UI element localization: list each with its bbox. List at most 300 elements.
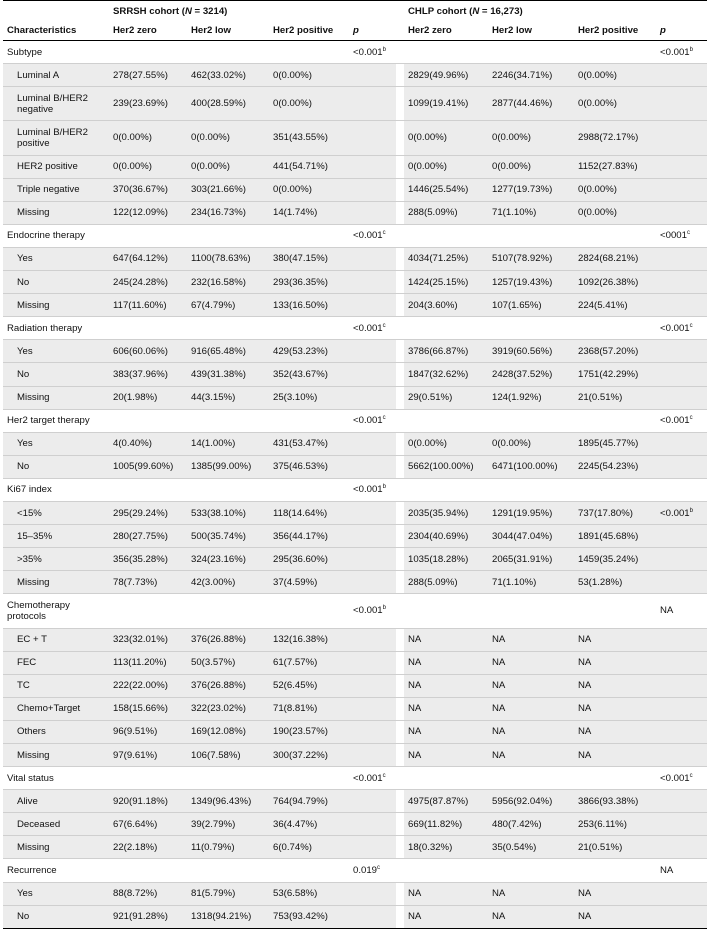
gap-cell bbox=[396, 651, 404, 674]
table-row bbox=[3, 432, 707, 455]
srrsh-cohort-header: SRRSH cohort (N = 3214) bbox=[109, 1, 396, 22]
chlp-her2-positive-value: 1459(35.24%) bbox=[574, 548, 656, 571]
baseline-characteristics-table bbox=[3, 0, 707, 929]
table-row bbox=[3, 178, 707, 201]
table-row bbox=[3, 455, 707, 478]
table-row bbox=[3, 247, 707, 270]
chlp-her2-positive-value: NA bbox=[574, 720, 656, 743]
empty-cell bbox=[656, 790, 707, 813]
chlp-p-value: NA bbox=[656, 594, 707, 628]
empty-cell bbox=[349, 178, 396, 201]
chlp-her2-zero-value: 2035(35.94%) bbox=[404, 501, 488, 524]
srrsh-her2-zero-value: 113(11.20%) bbox=[109, 651, 187, 674]
cohort-gap bbox=[396, 1, 404, 22]
srrsh-her2-positive-value: 441(54.71%) bbox=[269, 155, 349, 178]
empty-cell bbox=[404, 478, 488, 501]
chlp-her2-low-value: NA bbox=[488, 744, 574, 767]
empty-cell bbox=[109, 478, 187, 501]
empty-cell bbox=[269, 41, 349, 64]
table-row bbox=[3, 64, 707, 87]
srrsh-her2-zero-value: 96(9.51%) bbox=[109, 720, 187, 743]
gap-cell bbox=[396, 697, 404, 720]
chlp-her2-positive-value: 3866(93.38%) bbox=[574, 790, 656, 813]
chlp-her2-zero-value: 288(5.09%) bbox=[404, 571, 488, 594]
empty-cell bbox=[187, 224, 269, 247]
srrsh-her2-positive-value: 0(0.00%) bbox=[269, 178, 349, 201]
srrsh-p-value: 0.019$^c$ bbox=[349, 859, 396, 882]
row-label: Alive bbox=[3, 790, 109, 813]
empty-cell bbox=[269, 859, 349, 882]
chlp-her2-low-value: 0(0.00%) bbox=[488, 121, 574, 155]
row-label: Yes bbox=[3, 340, 109, 363]
srrsh-her2-positive-value: 61(7.57%) bbox=[269, 651, 349, 674]
gap-cell bbox=[396, 571, 404, 594]
empty-cell bbox=[349, 744, 396, 767]
chlp-her2-low-value: NA bbox=[488, 697, 574, 720]
gap-cell bbox=[396, 340, 404, 363]
chlp-her2-low-value: NA bbox=[488, 905, 574, 928]
chlp-her2-positive-value: NA bbox=[574, 697, 656, 720]
row-label: Deceased bbox=[3, 813, 109, 836]
chlp-her2-low-value: 5107(78.92%) bbox=[488, 247, 574, 270]
srrsh-p-header: p bbox=[349, 21, 396, 41]
srrsh-her2-low-value: 916(65.48%) bbox=[187, 340, 269, 363]
chlp-her2-low-value: 1257(19.43%) bbox=[488, 271, 574, 294]
srrsh-her2-positive-value: 25(3.10%) bbox=[269, 386, 349, 409]
empty-cell bbox=[109, 409, 187, 432]
chlp-her2-zero-value: NA bbox=[404, 697, 488, 720]
chlp-her2-low-value: 124(1.92%) bbox=[488, 386, 574, 409]
empty-cell bbox=[349, 790, 396, 813]
table-row bbox=[3, 720, 707, 743]
empty-cell bbox=[349, 813, 396, 836]
empty-cell bbox=[656, 628, 707, 651]
table-row bbox=[3, 155, 707, 178]
empty-cell bbox=[656, 571, 707, 594]
srrsh-her2-low-value: 44(3.15%) bbox=[187, 386, 269, 409]
empty-cell bbox=[656, 64, 707, 87]
srrsh-her2-zero-value: 606(60.06%) bbox=[109, 340, 187, 363]
empty-cell bbox=[574, 409, 656, 432]
chlp-her2-zero-value: 0(0.00%) bbox=[404, 155, 488, 178]
gap-cell bbox=[396, 478, 404, 501]
empty-cell bbox=[349, 697, 396, 720]
srrsh-her2-positive-value: 14(1.74%) bbox=[269, 201, 349, 224]
gap-cell bbox=[396, 87, 404, 121]
empty-cell bbox=[488, 317, 574, 340]
chlp-her2-low-value: 3044(47.04%) bbox=[488, 525, 574, 548]
empty-cell bbox=[656, 294, 707, 317]
srrsh-her2-zero-value: 278(27.55%) bbox=[109, 64, 187, 87]
chlp-her2-zero-value: 1099(19.41%) bbox=[404, 87, 488, 121]
srrsh-her2-zero-value: 921(91.28%) bbox=[109, 905, 187, 928]
srrsh-her2-positive-value: 293(36.35%) bbox=[269, 271, 349, 294]
srrsh-her2-positive-value: 0(0.00%) bbox=[269, 64, 349, 87]
srrsh-her2-positive-value: 300(37.22%) bbox=[269, 744, 349, 767]
category-row bbox=[3, 41, 707, 64]
chlp-her2-low-value: 1277(19.73%) bbox=[488, 178, 574, 201]
srrsh-her2-positive-value: 37(4.59%) bbox=[269, 571, 349, 594]
srrsh-her2-positive-value: 764(94.79%) bbox=[269, 790, 349, 813]
empty-cell bbox=[349, 247, 396, 270]
category-row bbox=[3, 224, 707, 247]
chlp-her2-zero-value: NA bbox=[404, 744, 488, 767]
chlp-p-value: <0.001$^b$ bbox=[656, 41, 707, 64]
empty-cell bbox=[269, 594, 349, 628]
srrsh-p-value: <0.001$^c$ bbox=[349, 224, 396, 247]
gap-cell bbox=[396, 271, 404, 294]
srrsh-her2-low-value: 1100(78.63%) bbox=[187, 247, 269, 270]
srrsh-her2-zero-value: 222(22.00%) bbox=[109, 674, 187, 697]
category-label: Subtype bbox=[3, 41, 109, 64]
gap-cell bbox=[396, 813, 404, 836]
srrsh-her2-zero-value: 383(37.96%) bbox=[109, 363, 187, 386]
row-label: HER2 positive bbox=[3, 155, 109, 178]
empty-cell bbox=[109, 767, 187, 790]
gap-cell bbox=[396, 64, 404, 87]
table-row bbox=[3, 548, 707, 571]
empty-cell bbox=[187, 594, 269, 628]
chlp-p-value: <0.001$^c$ bbox=[656, 317, 707, 340]
empty-cell bbox=[404, 409, 488, 432]
table-row bbox=[3, 363, 707, 386]
gap-cell bbox=[396, 121, 404, 155]
chlp-her2-zero-value: NA bbox=[404, 674, 488, 697]
empty-cell bbox=[349, 155, 396, 178]
empty-cell bbox=[109, 224, 187, 247]
chlp-her2-zero-value: NA bbox=[404, 882, 488, 905]
srrsh-her2-low-value: 67(4.79%) bbox=[187, 294, 269, 317]
table-row bbox=[3, 201, 707, 224]
srrsh-her2-low-value: 81(5.79%) bbox=[187, 882, 269, 905]
empty-cell bbox=[349, 294, 396, 317]
srrsh-her2-low-value: 303(21.66%) bbox=[187, 178, 269, 201]
srrsh-her2-positive-value: 0(0.00%) bbox=[269, 87, 349, 121]
chlp-her2-positive-value: 0(0.00%) bbox=[574, 201, 656, 224]
chlp-her2-positive-value: 2368(57.20%) bbox=[574, 340, 656, 363]
row-label: Missing bbox=[3, 201, 109, 224]
gap-cell bbox=[396, 744, 404, 767]
empty-cell bbox=[349, 363, 396, 386]
chlp-her2-low-value: 71(1.10%) bbox=[488, 571, 574, 594]
srrsh-p-value: <0.001$^b$ bbox=[349, 594, 396, 628]
category-label: Radiation therapy bbox=[3, 317, 109, 340]
gap-cell bbox=[396, 882, 404, 905]
empty-cell bbox=[574, 594, 656, 628]
srrsh-her2-low-value: 14(1.00%) bbox=[187, 432, 269, 455]
srrsh-her2-zero-value: 22(2.18%) bbox=[109, 836, 187, 859]
empty-cell bbox=[656, 674, 707, 697]
row-label: No bbox=[3, 271, 109, 294]
srrsh-her2-positive-value: 351(43.55%) bbox=[269, 121, 349, 155]
gap-cell bbox=[396, 767, 404, 790]
empty-cell bbox=[349, 720, 396, 743]
table-row bbox=[3, 744, 707, 767]
empty-cell bbox=[187, 478, 269, 501]
srrsh-her2-positive-value: 36(4.47%) bbox=[269, 813, 349, 836]
chlp-her2-positive-value: 1891(45.68%) bbox=[574, 525, 656, 548]
empty-cell bbox=[656, 836, 707, 859]
srrsh-her2-zero-value: 78(7.73%) bbox=[109, 571, 187, 594]
header-spacer bbox=[3, 1, 109, 22]
srrsh-her2-low-value: 1349(96.43%) bbox=[187, 790, 269, 813]
row-label: Yes bbox=[3, 882, 109, 905]
srrsh-her2-zero-value: 280(27.75%) bbox=[109, 525, 187, 548]
chlp-her2-low-value: 480(7.42%) bbox=[488, 813, 574, 836]
empty-cell bbox=[349, 271, 396, 294]
chlp-her2-zero-value: NA bbox=[404, 905, 488, 928]
empty-cell bbox=[349, 455, 396, 478]
gap-cell bbox=[396, 386, 404, 409]
gap-cell bbox=[396, 432, 404, 455]
srrsh-her2-low-header: Her2 low bbox=[187, 21, 269, 41]
chlp-her2-low-value: 2428(37.52%) bbox=[488, 363, 574, 386]
chlp-her2-positive-value: 0(0.00%) bbox=[574, 64, 656, 87]
table-row bbox=[3, 674, 707, 697]
empty-cell bbox=[574, 859, 656, 882]
srrsh-her2-positive-value: 118(14.64%) bbox=[269, 501, 349, 524]
srrsh-her2-zero-value: 67(6.64%) bbox=[109, 813, 187, 836]
gap-cell bbox=[396, 247, 404, 270]
row-label: Missing bbox=[3, 744, 109, 767]
empty-cell bbox=[488, 41, 574, 64]
srrsh-her2-zero-value: 920(91.18%) bbox=[109, 790, 187, 813]
empty-cell bbox=[656, 155, 707, 178]
srrsh-her2-low-value: 439(31.38%) bbox=[187, 363, 269, 386]
chlp-her2-positive-value: NA bbox=[574, 905, 656, 928]
gap-cell bbox=[396, 317, 404, 340]
category-row bbox=[3, 594, 707, 628]
header-gap bbox=[396, 21, 404, 41]
empty-cell bbox=[349, 432, 396, 455]
srrsh-her2-positive-value: 380(47.15%) bbox=[269, 247, 349, 270]
category-label: Chemotherapy protocols bbox=[3, 594, 109, 628]
category-row bbox=[3, 767, 707, 790]
empty-cell bbox=[269, 767, 349, 790]
table-row bbox=[3, 525, 707, 548]
table-row bbox=[3, 386, 707, 409]
empty-cell bbox=[404, 859, 488, 882]
category-row bbox=[3, 317, 707, 340]
chlp-p-value: <0.001$^b$ bbox=[656, 501, 707, 524]
empty-cell bbox=[656, 882, 707, 905]
table-row bbox=[3, 121, 707, 155]
empty-cell bbox=[349, 674, 396, 697]
chlp-her2-positive-value: NA bbox=[574, 674, 656, 697]
chlp-her2-low-value: 2246(34.71%) bbox=[488, 64, 574, 87]
chlp-her2-positive-value: 53(1.28%) bbox=[574, 571, 656, 594]
empty-cell bbox=[349, 525, 396, 548]
row-label: Missing bbox=[3, 386, 109, 409]
chlp-her2-positive-value: NA bbox=[574, 651, 656, 674]
srrsh-her2-zero-value: 0(0.00%) bbox=[109, 121, 187, 155]
empty-cell bbox=[574, 41, 656, 64]
empty-cell bbox=[574, 317, 656, 340]
empty-cell bbox=[349, 882, 396, 905]
empty-cell bbox=[404, 224, 488, 247]
chlp-her2-zero-value: 0(0.00%) bbox=[404, 432, 488, 455]
empty-cell bbox=[187, 41, 269, 64]
srrsh-her2-zero-value: 4(0.40%) bbox=[109, 432, 187, 455]
chlp-her2-zero-value: 1424(25.15%) bbox=[404, 271, 488, 294]
empty-cell bbox=[488, 767, 574, 790]
empty-cell bbox=[349, 548, 396, 571]
srrsh-her2-low-value: 462(33.02%) bbox=[187, 64, 269, 87]
table-row bbox=[3, 271, 707, 294]
srrsh-her2-low-value: 11(0.79%) bbox=[187, 836, 269, 859]
row-label: Chemo+Target bbox=[3, 697, 109, 720]
empty-cell bbox=[404, 767, 488, 790]
chlp-p-header: p bbox=[656, 21, 707, 41]
table-row bbox=[3, 501, 707, 524]
empty-cell bbox=[656, 432, 707, 455]
table-row bbox=[3, 790, 707, 813]
empty-cell bbox=[349, 340, 396, 363]
row-label: Yes bbox=[3, 247, 109, 270]
srrsh-her2-positive-value: 132(16.38%) bbox=[269, 628, 349, 651]
characteristics-header: Characteristics bbox=[3, 21, 109, 41]
empty-cell bbox=[109, 41, 187, 64]
empty-cell bbox=[349, 87, 396, 121]
row-label: Missing bbox=[3, 571, 109, 594]
empty-cell bbox=[109, 317, 187, 340]
srrsh-her2-low-value: 50(3.57%) bbox=[187, 651, 269, 674]
empty-cell bbox=[187, 409, 269, 432]
chlp-p-value: <0.001$^c$ bbox=[656, 409, 707, 432]
column-header-row bbox=[3, 21, 707, 41]
chlp-her2-zero-value: 1847(32.62%) bbox=[404, 363, 488, 386]
empty-cell bbox=[656, 720, 707, 743]
chlp-her2-positive-value: 1152(27.83%) bbox=[574, 155, 656, 178]
chlp-her2-positive-value: NA bbox=[574, 628, 656, 651]
gap-cell bbox=[396, 455, 404, 478]
chlp-her2-positive-value: NA bbox=[574, 882, 656, 905]
row-label: Luminal A bbox=[3, 64, 109, 87]
empty-cell bbox=[269, 317, 349, 340]
empty-cell bbox=[656, 697, 707, 720]
chlp-her2-positive-value: 21(0.51%) bbox=[574, 836, 656, 859]
empty-cell bbox=[574, 478, 656, 501]
category-label: Endocrine therapy bbox=[3, 224, 109, 247]
chlp-her2-low-value: 1291(19.95%) bbox=[488, 501, 574, 524]
empty-cell bbox=[656, 121, 707, 155]
chlp-p-value: <0.001$^c$ bbox=[656, 767, 707, 790]
table-row bbox=[3, 571, 707, 594]
row-label: EC + T bbox=[3, 628, 109, 651]
gap-cell bbox=[396, 628, 404, 651]
srrsh-her2-positive-value: 375(46.53%) bbox=[269, 455, 349, 478]
chlp-her2-zero-header: Her2 zero bbox=[404, 21, 488, 41]
empty-cell bbox=[656, 651, 707, 674]
chlp-her2-zero-value: NA bbox=[404, 628, 488, 651]
table-row bbox=[3, 294, 707, 317]
row-label: Yes bbox=[3, 432, 109, 455]
srrsh-her2-positive-value: 352(43.67%) bbox=[269, 363, 349, 386]
empty-cell bbox=[656, 744, 707, 767]
srrsh-her2-positive-value: 356(44.17%) bbox=[269, 525, 349, 548]
srrsh-her2-zero-value: 117(11.60%) bbox=[109, 294, 187, 317]
chlp-her2-positive-value: 1895(45.77%) bbox=[574, 432, 656, 455]
chlp-her2-zero-value: 4034(71.25%) bbox=[404, 247, 488, 270]
row-label: Luminal B/HER2 positive bbox=[3, 121, 109, 155]
gap-cell bbox=[396, 674, 404, 697]
chlp-her2-zero-value: 18(0.32%) bbox=[404, 836, 488, 859]
chlp-p-value: $<0001^c$ bbox=[656, 224, 707, 247]
empty-cell bbox=[349, 628, 396, 651]
srrsh-her2-low-value: 324(23.16%) bbox=[187, 548, 269, 571]
empty-cell bbox=[488, 594, 574, 628]
gap-cell bbox=[396, 41, 404, 64]
srrsh-her2-zero-value: 20(1.98%) bbox=[109, 386, 187, 409]
gap-cell bbox=[396, 548, 404, 571]
srrsh-her2-low-value: 42(3.00%) bbox=[187, 571, 269, 594]
chlp-her2-low-value: 0(0.00%) bbox=[488, 432, 574, 455]
srrsh-her2-zero-value: 1005(99.60%) bbox=[109, 455, 187, 478]
srrsh-her2-positive-value: 295(36.60%) bbox=[269, 548, 349, 571]
category-label: Vital status bbox=[3, 767, 109, 790]
chlp-her2-low-value: 6471(100.00%) bbox=[488, 455, 574, 478]
srrsh-her2-positive-value: 753(93.42%) bbox=[269, 905, 349, 928]
empty-cell bbox=[349, 386, 396, 409]
empty-cell bbox=[656, 363, 707, 386]
gap-cell bbox=[396, 525, 404, 548]
srrsh-p-value: <0.001$^c$ bbox=[349, 409, 396, 432]
srrsh-her2-low-value: 400(28.59%) bbox=[187, 87, 269, 121]
gap-cell bbox=[396, 155, 404, 178]
gap-cell bbox=[396, 790, 404, 813]
srrsh-p-value: <0.001$^c$ bbox=[349, 767, 396, 790]
chlp-her2-low-value: 3919(60.56%) bbox=[488, 340, 574, 363]
srrsh-her2-low-value: 376(26.88%) bbox=[187, 674, 269, 697]
chlp-her2-positive-value: 0(0.00%) bbox=[574, 87, 656, 121]
srrsh-p-value: <0.001$^b$ bbox=[349, 478, 396, 501]
gap-cell bbox=[396, 594, 404, 628]
chlp-her2-zero-value: 669(11.82%) bbox=[404, 813, 488, 836]
table-row bbox=[3, 882, 707, 905]
empty-cell bbox=[269, 409, 349, 432]
empty-cell bbox=[349, 651, 396, 674]
chlp-her2-low-value: NA bbox=[488, 720, 574, 743]
chlp-her2-low-value: NA bbox=[488, 882, 574, 905]
row-label: TC bbox=[3, 674, 109, 697]
chlp-her2-positive-value: 1092(26.38%) bbox=[574, 271, 656, 294]
srrsh-p-value: <0.001$^c$ bbox=[349, 317, 396, 340]
srrsh-her2-low-value: 500(35.74%) bbox=[187, 525, 269, 548]
empty-cell bbox=[656, 386, 707, 409]
chlp-her2-zero-value: 2829(49.96%) bbox=[404, 64, 488, 87]
gap-cell bbox=[396, 905, 404, 928]
empty-cell bbox=[269, 478, 349, 501]
empty-cell bbox=[656, 271, 707, 294]
table-row bbox=[3, 340, 707, 363]
empty-cell bbox=[349, 905, 396, 928]
gap-cell bbox=[396, 501, 404, 524]
table-row bbox=[3, 697, 707, 720]
empty-cell bbox=[488, 859, 574, 882]
empty-cell bbox=[404, 317, 488, 340]
row-label: FEC bbox=[3, 651, 109, 674]
srrsh-her2-positive-value: 53(6.58%) bbox=[269, 882, 349, 905]
srrsh-p-value: <0.001$^b$ bbox=[349, 41, 396, 64]
srrsh-her2-low-value: 234(16.73%) bbox=[187, 201, 269, 224]
srrsh-her2-positive-value: 431(53.47%) bbox=[269, 432, 349, 455]
empty-cell bbox=[349, 121, 396, 155]
row-label: No bbox=[3, 905, 109, 928]
srrsh-her2-positive-value: 52(6.45%) bbox=[269, 674, 349, 697]
chlp-her2-zero-value: 3786(66.87%) bbox=[404, 340, 488, 363]
chlp-her2-low-value: NA bbox=[488, 674, 574, 697]
empty-cell bbox=[488, 224, 574, 247]
